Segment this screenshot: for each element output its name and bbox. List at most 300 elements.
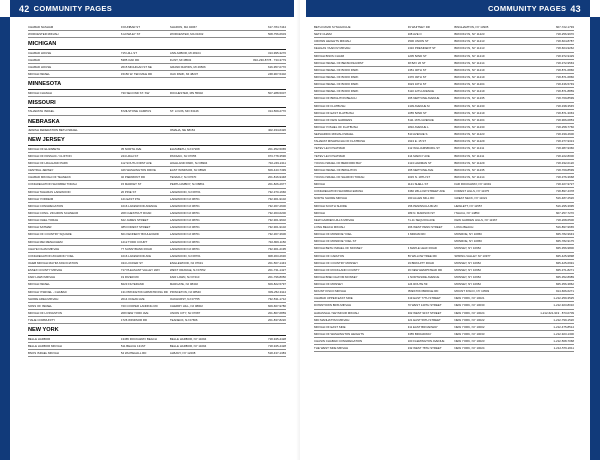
listing-name: MIKVAH BNEI CHAYIM MONSEY — [314, 274, 358, 279]
left-page-title: COMMUNITY PAGES — [33, 4, 113, 13]
listing-phone: 616-957-0770 — [267, 65, 286, 70]
listing-phone: 732-901-9602 — [267, 218, 286, 223]
state-heading: NEBRASKA — [28, 119, 286, 128]
listing-row — [314, 224, 574, 231]
listing-address: 4 MIRIAM RD — [407, 232, 426, 237]
listing-row — [28, 217, 286, 224]
listing-phone: 732-901-2195 — [267, 246, 286, 251]
listing-address: 20 PINE ST — [120, 189, 137, 194]
listing-row — [28, 146, 286, 153]
listing-address: 40 PIERMONT RD — [120, 175, 146, 180]
right-page-title: COMMUNITY PAGES — [487, 4, 567, 13]
state-heading: MINNESOTA — [28, 81, 286, 90]
listing-phone: 718-604-8787 — [555, 39, 574, 44]
listing-phone: 845-371-8271 — [555, 267, 574, 272]
listing-city: LONG BEACH — [454, 224, 474, 229]
listing-row — [314, 260, 574, 267]
listing-row — [28, 196, 286, 203]
listing-city: EAST WINDSOR, NJ 08520 — [169, 168, 207, 173]
listing-phone: 201-837-8220 — [267, 318, 286, 323]
listing-name: CROWN HEIGHTS MIKVAH — [314, 39, 351, 44]
listing-address: 5110 12TH AVENUE — [407, 89, 434, 94]
listing-city: LAKEWOOD NJ 08701 — [169, 196, 200, 201]
listing-name: MIKVAH BETH ISRAEL OF MONSEY — [314, 246, 363, 251]
listing-row — [28, 253, 286, 260]
listing-row — [28, 260, 286, 267]
listing-city: BELLE HARBOR, NY 11694 — [169, 336, 207, 341]
listing-address: 8 MILSTONE CAMPUS — [120, 109, 152, 114]
listing-name: MIKVAH ISRAEL — [28, 282, 50, 287]
listing-phone: 718-387-9366 — [555, 146, 574, 151]
listing-phone: 732-370-1666 — [267, 189, 286, 194]
listing-city: BINGHAMTON, NY 13905 — [454, 25, 489, 29]
listing-name: CHABAD MIKVAH OF TEANECK — [28, 175, 71, 180]
listing-city: ROCHESTER, MN 55902 — [169, 90, 203, 95]
listing-address: 4355 BROADWAY — [407, 332, 432, 337]
listing-address: 35 NORTH AVE — [120, 146, 142, 151]
listing-city: ANN ARBOR, MI 48104 — [169, 50, 201, 55]
listing-phone: 248-967-5402 — [267, 72, 286, 77]
listing-name: MIKVAH BNOS CHAIM — [314, 53, 344, 58]
listing-row — [28, 50, 286, 57]
listing-phone: 607-257-7270 — [555, 210, 574, 215]
listing-name: BELLE HARBOR MIKVAH — [28, 343, 62, 348]
listing-city: NEW YORK, NY 10024 — [454, 310, 485, 315]
left-page-number: 42 — [19, 3, 30, 14]
listing-address: 810 AVENUE S — [407, 132, 428, 137]
listing-phone: 617-784-7444 — [267, 25, 286, 29]
listing-address: 19 BIRCHITT ROAD — [407, 260, 435, 265]
listing-row — [314, 181, 574, 188]
listing-row — [28, 336, 286, 343]
listing-row — [314, 31, 574, 38]
listing-phone: 1-212-259-3525 — [553, 296, 574, 301]
listing-address: 208 AVE O — [407, 32, 422, 37]
listing-city: BROOKLYN, NY 11204 — [454, 117, 485, 122]
listing-row — [28, 274, 286, 281]
listing-row — [314, 131, 574, 138]
listing-phone: 718-436-5749 — [555, 82, 574, 87]
listing-phone: 718-871-6866 — [555, 74, 574, 79]
listing-row — [314, 124, 574, 131]
listing-name: MOUNT KISCO MIKVAH — [314, 289, 347, 294]
listing-phone: 1-212-568-7068 — [553, 339, 574, 344]
listing-phone: 718-604-9262 — [555, 46, 574, 51]
listing-row — [314, 74, 574, 81]
listing-city: BROOKLYN, NY 11235 — [454, 96, 485, 101]
listing-city: MONSEY, NY 10952 — [454, 246, 481, 251]
listing-address: 208 CHESTNUT ROAD — [120, 211, 152, 216]
listing-address: 2014 OCEAN AVE — [120, 296, 145, 301]
listing-city: MONSEY, NY 10952 — [454, 282, 481, 287]
listing-row — [314, 203, 574, 210]
listing-phone: 845-782-9175 — [555, 239, 574, 244]
listing-phone: 609-252-9114 — [268, 289, 286, 294]
listing-phone: 718-972-9429 — [555, 53, 574, 58]
listing-city: TEANECK, NJ 07666 — [169, 318, 198, 323]
listing-name: YETEV LEV D'SATMAR — [314, 153, 346, 158]
listing-phone: 516-487-2526 — [555, 196, 574, 201]
listing-name: MIKVAH OF MONSEY — [314, 282, 344, 287]
listing-name: CENTRAL JERSEY — [28, 168, 54, 173]
right-directory — [314, 24, 574, 352]
listing-phone: 609-667-9780 — [267, 303, 286, 308]
listing-row — [28, 64, 286, 71]
listing-address: 1506 UNION ST — [407, 39, 429, 44]
listing-row — [314, 281, 574, 288]
listing-name: MIKVAH OHEL TORAH — [28, 218, 59, 223]
listing-phone: 1-212-923-1300 — [553, 332, 574, 337]
listing-phone: 718-377-9313 — [555, 139, 574, 144]
listing-row — [314, 331, 574, 338]
listing-phone: 201-567-1443 — [267, 261, 286, 266]
listing-row — [314, 81, 574, 88]
listing-name: MIKVAH OF CARLTON — [314, 253, 345, 258]
listing-name: MIKVAH ISRAEL — [28, 72, 50, 77]
listing-name: YOUNG ISRAEL OF SHARON TORAH — [314, 174, 365, 179]
listing-address: 2015 N. 18TH ST — [407, 174, 431, 179]
listing-name: MIKVAH YOSHEL OF FLATBUSH — [314, 124, 358, 129]
listing-row — [314, 338, 574, 345]
listing-city: BROOKLYN, NY 11219 — [454, 89, 485, 94]
listing-phone: 732-367-3606 — [267, 232, 286, 237]
listing-row — [314, 117, 574, 124]
listing-name: BETH DAVID SYNAGOGUE — [314, 25, 351, 29]
listing-address: 212 WILLIAMSBURG ST — [407, 146, 440, 151]
listing-city: BROOKLYN, NY 11214 — [454, 174, 485, 179]
listing-address: 601 KENNEDY BOULEVARD — [120, 232, 159, 237]
listing-city: PRINCETON, NJ 08540 — [169, 289, 201, 294]
listing-name: MIKVAH YORDEIM — [28, 196, 54, 201]
listing-name: MIKVAH OF COUNTRY MONSEY — [314, 260, 359, 265]
listing-city: MOUNT KISCO, NY 10549 — [454, 289, 490, 294]
listing-phone: 718-376-3668 — [555, 174, 574, 179]
listing-address: 156 PENINSULA BLVD — [407, 203, 438, 208]
listing-name: FAIR LAWN MIKVAH — [28, 275, 56, 280]
listing-address: 49 WHITNEY DR — [407, 25, 430, 29]
listing-city: BROOKLYN, NY 11204 — [454, 82, 485, 87]
listing-phone: 845-425-9898 — [555, 253, 574, 258]
listing-row — [314, 267, 574, 274]
listing-city: NEW YORK, NY 10021 — [454, 296, 485, 301]
listing-name: MIKVAH OF ELIZABETH — [28, 146, 61, 151]
listing-name: MIKVAH ISRAEL OF BORO PARK — [314, 67, 359, 72]
listing-city: BROOKLYN, NY 11219 — [454, 110, 485, 115]
listing-address: 302 WEST 91ST STREET — [407, 310, 442, 315]
listing-row — [314, 274, 574, 281]
listing-address: 13465 ROCKAWAY BEACH — [120, 336, 157, 341]
listing-address: 5385 OAK RD — [120, 57, 140, 62]
listing-name: MIKVAH SATMAR — [28, 225, 52, 230]
listing-city: FAR ROCKAWAY, NY 11691 — [454, 182, 492, 187]
listing-phone: 313-995-3276 — [267, 50, 286, 55]
listing-address: 19 RIVER RD — [120, 275, 139, 280]
listing-phone: 609-443-7499 — [267, 168, 286, 173]
listing-phone: 718-327-9727 — [555, 182, 574, 187]
listing-city: ELIZABETH, NJ 07208 — [169, 146, 200, 151]
listing-city: BROOKLYN, NY 11230 — [454, 103, 485, 108]
listing-name: LONG BEACH MIKVAH — [314, 224, 345, 229]
listing-name: CONGREGATION ZICHRON YOEL — [28, 253, 74, 258]
listing-phone: 201-731-1427 — [267, 268, 286, 273]
listing-city: FLINT, MI 48532 — [169, 57, 192, 62]
listing-address: 715 HILL ST — [120, 50, 137, 55]
listing-city: GRAND RAPIDS, MI 49506 — [169, 65, 206, 70]
listing-name: MIKVAH ISRAEL OF BORO PARK — [314, 82, 359, 87]
listing-city: MONSEY, NY 10952 — [454, 267, 481, 272]
listing-phone: 845-356-3862 — [555, 282, 574, 287]
listing-address: 311 EAST BROADWAY — [407, 324, 438, 329]
listing-name: CHASIN CHABAD CONGREGATION — [314, 339, 363, 344]
listing-name: MIKVAH OF PASSAIC / CLIFTON — [28, 153, 72, 158]
listing-row — [28, 153, 286, 160]
listing-city: TENAFLY, NJ 07670 — [169, 175, 197, 180]
listing-city: LAKEWOOD NJ 08701 — [169, 225, 200, 230]
listing-city: ST. LOUIS, MO 63146 — [169, 109, 199, 114]
listing-city: NEW YORK, NY 10023 — [454, 339, 485, 344]
listing-address: 208 NEW YORK AVE — [120, 311, 149, 315]
listing-row — [28, 231, 286, 238]
listing-address: 4360 WILLOW STREET AVE — [407, 189, 445, 194]
listing-row — [314, 88, 574, 95]
listing-phone: 201-352-5065 — [267, 146, 286, 151]
listing-name: KEW GARDEN HILLS MIKVAH — [314, 217, 355, 222]
listing-row — [28, 24, 286, 31]
listing-row — [28, 108, 286, 115]
listing-row — [314, 210, 574, 217]
listing-address: 48 BAY 26 ST — [407, 60, 426, 65]
listing-phone: 732-367-2600 — [267, 203, 286, 208]
listing-name: KEHILAS YAAKOV MIKVAH — [314, 46, 351, 51]
listing-name: CONGREGATION SHOMREI TORAH — [28, 182, 77, 187]
listing-phone: 718-256-9970 — [555, 32, 574, 37]
listing-phone: 1-212-799-1520 — [553, 317, 574, 322]
listing-city: LAKEWOOD NJ 08701 — [169, 203, 200, 208]
listing-name: JEWISH FEDERATION BETH ISRAEL — [28, 128, 78, 133]
listing-row — [314, 153, 574, 160]
listing-name: CHABAD UPPER EAST SIDE — [314, 296, 353, 301]
listing-address: 266 WEST PENN STREET — [407, 224, 443, 229]
listing-name: MIKVAH CONG. ZICHRON SCHNEUR — [28, 211, 79, 216]
listing-city: OAKHURST, NJ 07755 — [169, 296, 200, 301]
listing-city: BROOKLYN, NY 11223 — [454, 32, 485, 37]
listing-city: NEW YORK, NY 10030 — [454, 303, 485, 308]
listing-row — [28, 189, 286, 196]
listing-name: SEPHARDIC MIKVAH ISRAEL — [314, 132, 354, 137]
listing-city: UNION CITY, NJ 07087 — [169, 311, 201, 315]
listing-city: NEW YORK, NY 10033 — [454, 332, 485, 337]
listing-row — [28, 296, 286, 303]
listing-city: FAIR LAWN, NJ 07410 — [169, 275, 200, 280]
listing-phone: 718-945-4428 — [267, 343, 286, 348]
listing-address: 289 N. MADISON ST — [407, 210, 435, 215]
listing-city: BROOKLYN, NY 11214 — [454, 60, 485, 65]
listing-city: BROOKLYN, NY 11211 — [454, 153, 485, 158]
state-heading: NEW JERSEY — [28, 137, 286, 146]
right-page-number: 43 — [570, 3, 581, 14]
listing-phone: 718-338-3545 — [555, 103, 574, 108]
right-header-bar — [306, 0, 590, 17]
listing-row — [314, 302, 574, 309]
listing-phone: 718-372-9563 — [555, 60, 574, 65]
listing-address: 54 WHITEHALL RD — [120, 351, 147, 356]
listing-row — [314, 231, 574, 238]
listing-row — [314, 103, 574, 110]
right-page — [300, 0, 600, 460]
listing-phone: 718-222-8000 — [555, 153, 574, 158]
listing-address: 4 MAPLE LEAF ROAD — [407, 246, 437, 251]
state-heading: MICHIGAN — [28, 41, 286, 50]
listing-row — [314, 295, 574, 302]
listing-city: FOREST HILLS, NY 11375 — [454, 189, 490, 194]
listing-row — [314, 167, 574, 174]
listing-name: MIKVAH — [314, 182, 325, 187]
listing-row — [314, 238, 574, 245]
listing-city: MONSEY, NY 10952 — [454, 274, 481, 279]
listing-row — [314, 288, 574, 295]
listing-phone: 845-425-6991 — [555, 260, 574, 265]
listing-phone: 1-212-475-8514 — [553, 324, 574, 329]
listing-city: NEW YORK, NY 10022 — [454, 317, 485, 322]
listing-city: BROOKLYN, NY 11230 — [454, 124, 485, 129]
listing-phone: 718-769-8599 — [555, 96, 574, 101]
listing-phone: 732-901-9102 — [267, 225, 286, 230]
listing-row — [314, 345, 574, 352]
listing-row — [314, 45, 574, 52]
listing-address: 622 JAMES STREET — [120, 218, 149, 223]
listing-phone: 609-822-5797 — [267, 282, 286, 287]
listing-name: CHAYEI OLAM MIKVAH — [28, 246, 60, 251]
listing-row — [28, 160, 286, 167]
listing-city: NEW YORK, NY 10002 — [454, 324, 485, 329]
listing-city: HEWLETT, NY 11557 — [454, 203, 483, 208]
listing-row — [28, 281, 286, 288]
listing-name: MIKVAH — [314, 210, 325, 215]
listing-address: 15150 W. TEN MILE RD — [120, 72, 153, 77]
listing-name: NORTH SHORE MIKVAH — [314, 196, 347, 201]
state-heading: MISSOURI — [28, 100, 286, 109]
listing-address: 730 SECOND ST. SW — [120, 90, 150, 95]
listing-address: 1810 AVENUE L — [407, 124, 429, 129]
listing-name: MIKVAH OF ROCKLAND COUNTY — [314, 267, 360, 272]
listing-phone: 201-796-8050 — [267, 275, 286, 280]
listing-phone: 845-352-8989 — [555, 274, 574, 279]
listing-address: 121 EAST 9TH — [120, 196, 141, 201]
listing-row — [28, 31, 286, 38]
listing-address: 717 PLEASANT VALLEY WAY — [120, 268, 161, 273]
listing-address: 2615 MICHIGAN ST NE — [120, 65, 152, 70]
listing-address: 1055 52ND ST — [407, 110, 427, 115]
listing-address: 511 BEACH 131ST — [120, 343, 146, 348]
listing-name: TAHARAT MISHPACHA OF FLATBUSH — [314, 139, 366, 144]
listing-address: 26 NEW HEMPSTEAD RD — [407, 267, 443, 272]
listing-address: 265 NEPTUNE AVE — [407, 167, 434, 172]
listing-city: OMAHA, NE 68154 — [169, 128, 195, 133]
listing-phone: 718-871-3063 — [555, 110, 574, 115]
left-header-bar — [10, 0, 294, 17]
listing-name: HADASSAH / SEYMOUR MIKVAH — [314, 310, 359, 315]
listing-address: 1376 49TH ST — [407, 74, 427, 79]
listing-name: MIKVAH ISRAEL OF BORO PARK — [314, 89, 359, 94]
listing-name: MIKVAH OF EAST SIDE — [314, 324, 346, 329]
listing-name: MIKVAH ISRAEL OF BRIGHTON — [314, 167, 357, 172]
listing-row — [314, 217, 574, 224]
listing-address: 419 EAST 77TH STREET — [407, 296, 441, 301]
listing-city: CHERRY HILL, NJ 08002 — [169, 303, 203, 308]
listing-row — [28, 310, 286, 317]
listing-phone: 718-871-8859 — [555, 89, 574, 94]
listing-address: 314 MARCY AVE — [407, 153, 430, 158]
listing-address: 232 WEST 78TH STREET — [407, 346, 442, 351]
listing-address: 1016 LAKEWOOD AVENUE — [120, 203, 158, 208]
listing-address: 244 HIGH ST — [120, 153, 139, 158]
listing-row — [314, 145, 574, 152]
listing-name: TAHARATH ISRAEL — [28, 109, 55, 114]
listing-address: 2109 AVENUE M — [407, 103, 430, 108]
listing-city: MONSEY, NY 10952 — [454, 260, 481, 265]
listing-address: 1205 52ND ST — [407, 53, 427, 58]
listing-address: 124 ROUTE 59 — [407, 282, 428, 287]
listing-row — [314, 67, 574, 74]
listing-name: MIKVAH YISROEL - CHABAD — [28, 289, 67, 294]
listing-row — [28, 127, 286, 134]
listing-city: LAKEWOOD, NJ 08701 — [169, 253, 201, 258]
listing-city: LAKEWOOD, NJ 08701 — [169, 189, 201, 194]
listing-address: 112 SOUTH FIRST AVE — [120, 161, 152, 166]
listing-row — [314, 110, 574, 117]
left-directory — [28, 24, 286, 357]
listing-name: MIKVAH OF MONROE YOEL ST — [314, 239, 357, 244]
listing-name: WORCESTER MIKVAH — [28, 32, 59, 37]
listing-phone: 516-897-9665 — [555, 224, 574, 229]
listing-row — [28, 343, 286, 350]
listing-phone: 516-295-3995 — [555, 203, 574, 208]
listing-name: MID MANHATTAN MIKVAH — [314, 317, 350, 322]
left-side-bar — [0, 17, 10, 460]
listing-city: SPRING VALLEY NY 10977 — [454, 253, 491, 258]
listing-name: SONS OF ISRAEL — [28, 303, 53, 308]
listing-address: 4623 16TH ST — [407, 82, 427, 87]
listing-phone: 908-363-2630 — [267, 253, 286, 258]
listing-row — [28, 203, 286, 210]
listing-row — [314, 253, 574, 260]
listing-address: 160 ALLEN MILL RD — [407, 196, 435, 201]
listing-name: MIKVAH SOUTH SHORE — [314, 203, 347, 208]
listing-city: GREAT NECK, NY 11021 — [454, 196, 488, 201]
listing-address: 1016 LAKEWOOD AVE — [120, 253, 152, 258]
listing-name: TIAHE COMMUNITY — [28, 318, 56, 323]
listing-phone: 845-782-9643 — [555, 232, 574, 237]
listing-name: MIKVAH MEI MENACHEM — [28, 239, 63, 244]
listing-address: 485 FOREST STREET — [120, 225, 151, 230]
listing-row — [28, 246, 286, 253]
listing-name: OHEB MIKVAH MAYIM ASSOCIATION — [28, 261, 79, 266]
listing-address: 100 FLEMINGTON AVENUE — [407, 339, 445, 344]
listing-address: 6 HOWLEY ST — [120, 32, 141, 37]
listing-name: SHORE AREA MIKVAH — [28, 296, 59, 301]
listing-name: CHABAD NASHAM — [28, 25, 54, 29]
listing-city: HIGHLAND PARK, NJ 08904 — [169, 161, 208, 166]
listing-phone: 810-230-8778 · 733-3779 — [253, 57, 286, 62]
listing-row — [28, 167, 286, 174]
listing-phone: 1-212-621-919 · 873-0709 — [540, 310, 574, 315]
listing-row — [314, 245, 574, 252]
listing-city: ITHACA, NY 14850 — [454, 210, 480, 215]
listing-phone: 718-258-7766 — [555, 124, 574, 129]
listing-city: MONROE, NY 10950 — [454, 232, 482, 237]
listing-city: LAKEWOOD NJ 08701 — [169, 211, 200, 216]
listing-phone: 201-816-9448 — [267, 175, 286, 180]
